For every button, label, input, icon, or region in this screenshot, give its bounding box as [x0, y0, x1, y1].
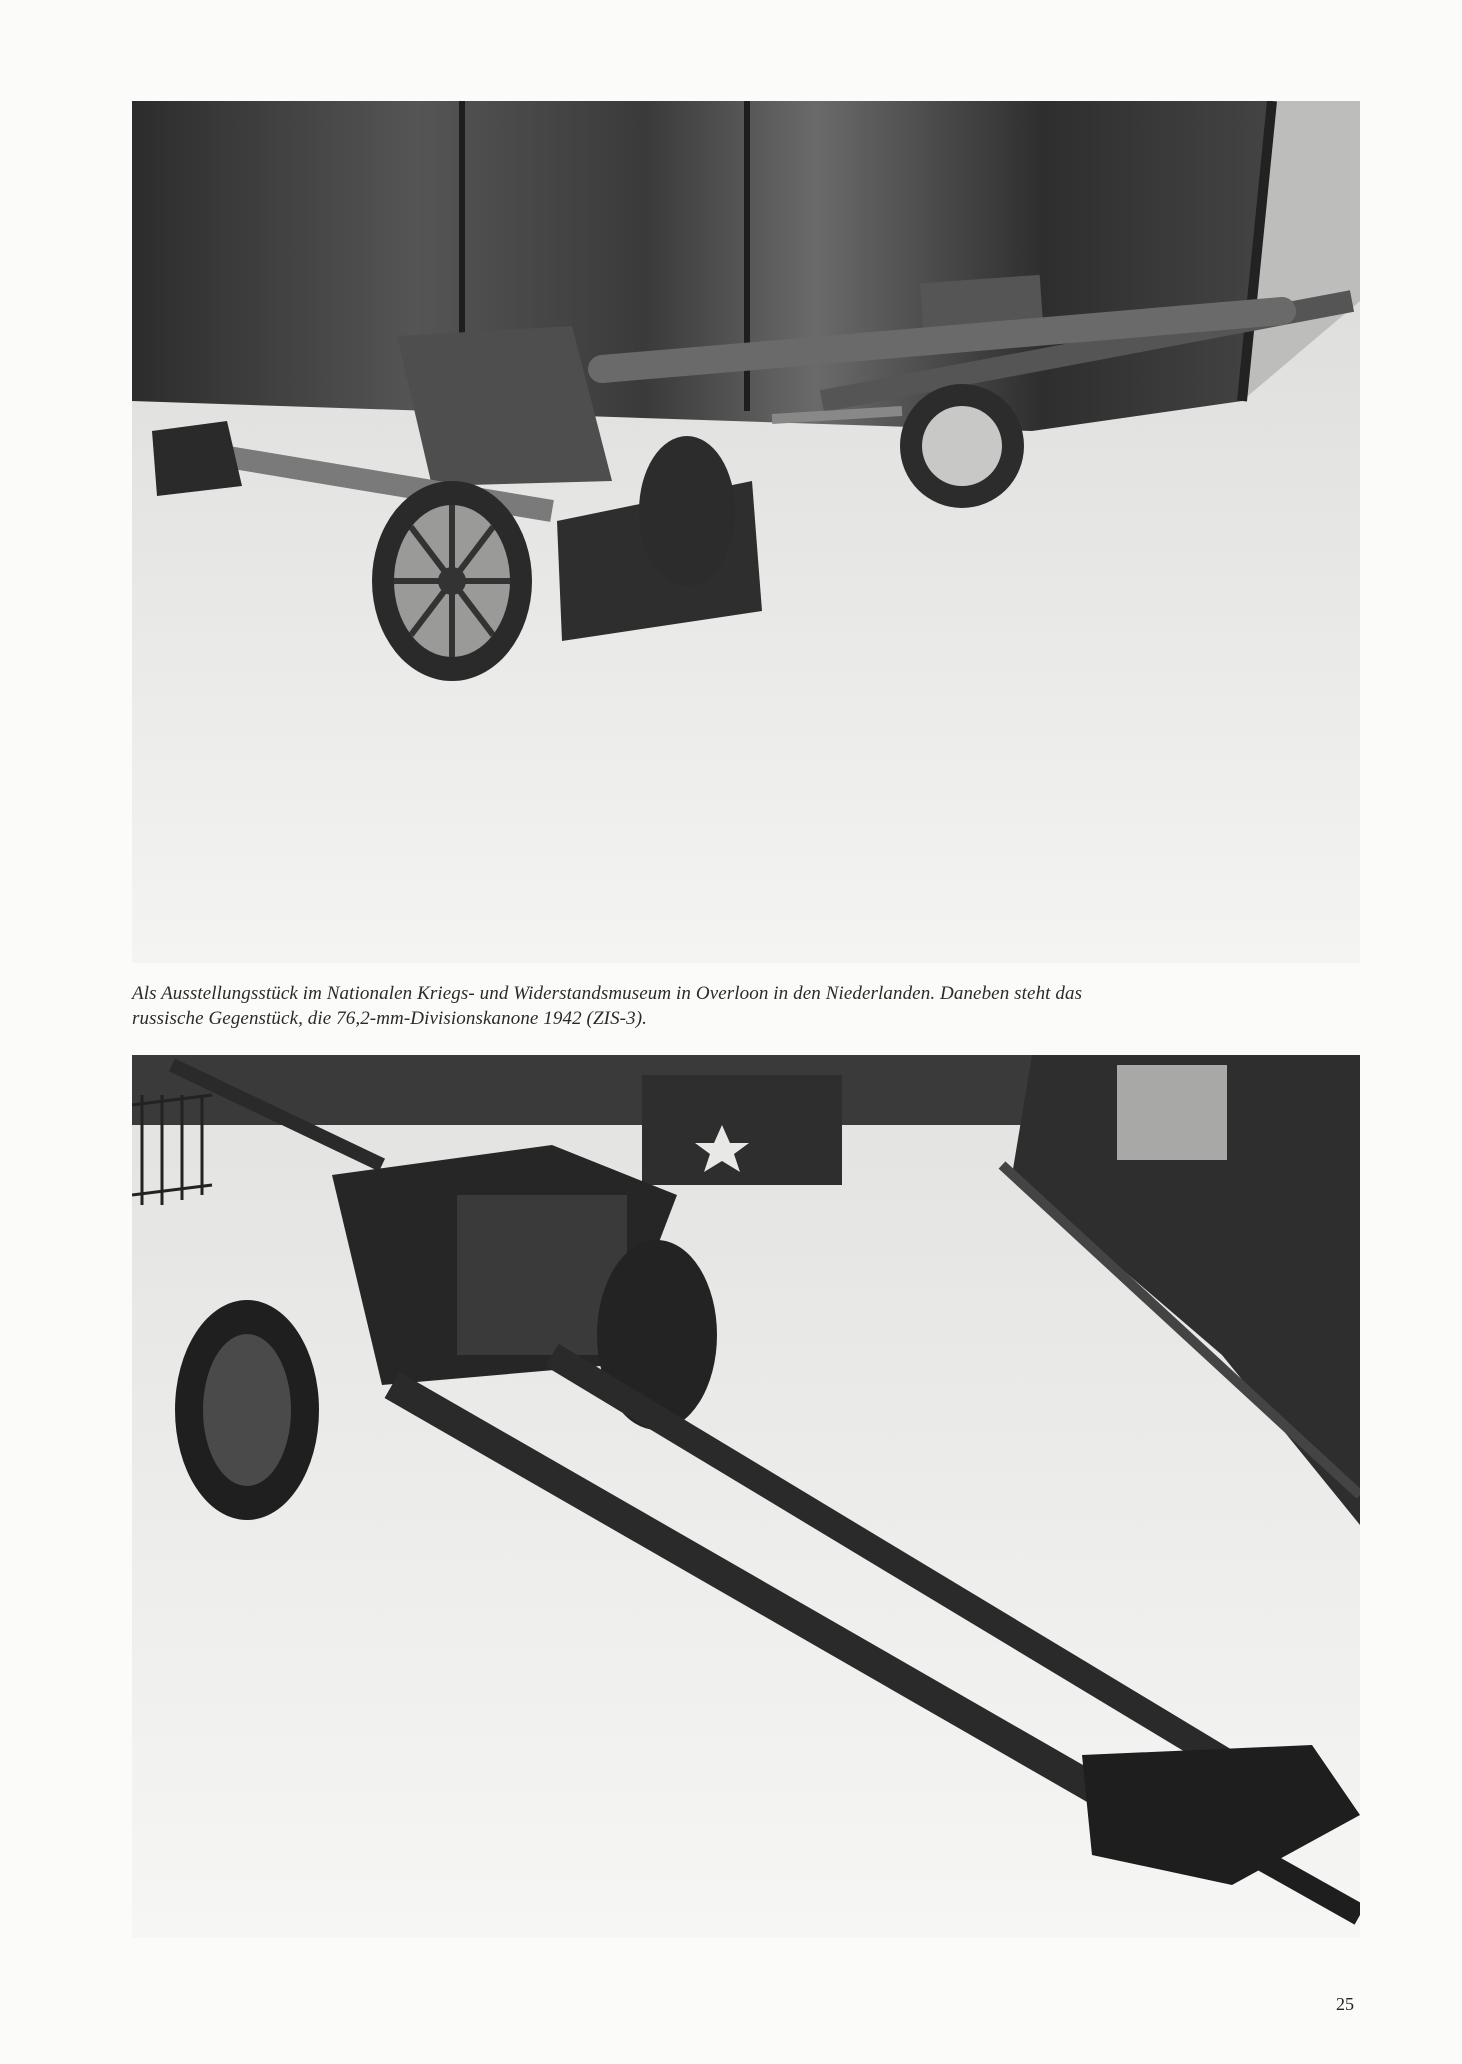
top-photo [132, 101, 1360, 963]
caption-line-1: Als Ausstellungsstück im Nationalen Kriegs- und Widerstandsmuseum in Overloon in den Niederlanden. Daneben steht das [132, 983, 1083, 1004]
caption-line-2: russische Gegenstück, die 76,2-mm-Divisionskanone 1942 (ZIS-3). [132, 1008, 647, 1029]
anti-tank-gun-museum-photo [132, 101, 1360, 963]
page-number: 25 [1336, 1994, 1354, 2014]
gun-trail-view-photo [132, 1055, 1360, 1938]
photo-caption [132, 981, 1360, 1031]
bottom-photo [132, 1055, 1360, 1938]
